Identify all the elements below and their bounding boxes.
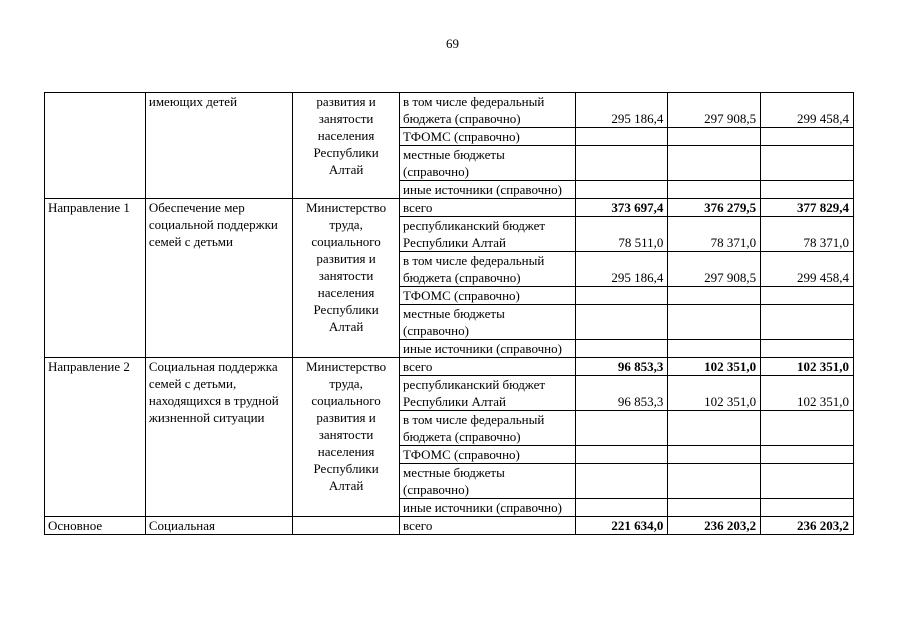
value-cell-2: 102 351,0 xyxy=(668,358,761,376)
source-label: иные источники (справочно) xyxy=(400,499,576,517)
row-name: имеющих детей xyxy=(145,93,292,199)
value-cell-3 xyxy=(761,340,854,358)
value-cell-3 xyxy=(761,499,854,517)
value-cell-1 xyxy=(575,464,668,499)
value-cell-3: 102 351,0 xyxy=(761,376,854,411)
source-label: всего xyxy=(400,517,576,535)
table-row xyxy=(45,358,854,376)
source-label: ТФОМС (справочно) xyxy=(400,446,576,464)
value-cell-3 xyxy=(761,446,854,464)
table-body xyxy=(45,93,854,535)
source-label: в том числе федеральный бюджета (справочно) xyxy=(400,252,576,287)
source-label: всего xyxy=(400,358,576,376)
value-cell-2: 236 203,2 xyxy=(668,517,761,535)
value-cell-2 xyxy=(668,181,761,199)
value-cell-3 xyxy=(761,411,854,446)
value-cell-1 xyxy=(575,287,668,305)
value-cell-3: 78 371,0 xyxy=(761,217,854,252)
value-cell-3: 299 458,4 xyxy=(761,252,854,287)
source-label: республиканский бюджет Республики Алтай xyxy=(400,217,576,252)
value-cell-1 xyxy=(575,446,668,464)
budget-table xyxy=(44,92,854,535)
value-cell-1: 96 853,3 xyxy=(575,358,668,376)
value-cell-3 xyxy=(761,287,854,305)
source-label: местные бюджеты (справочно) xyxy=(400,305,576,340)
row-responsible: Министерство труда, социального развития и занятости населения Республики Алтай xyxy=(293,358,400,517)
row-code: Основное xyxy=(45,517,146,535)
value-cell-1 xyxy=(575,128,668,146)
value-cell-1: 373 697,4 xyxy=(575,199,668,217)
value-cell-1: 96 853,3 xyxy=(575,376,668,411)
row-name: Социальная поддержка семей с детьми, находящихся в трудной жизненной ситуации xyxy=(145,358,292,517)
row-name: Обеспечение мер социальной поддержки семей с детьми xyxy=(145,199,292,358)
value-cell-1 xyxy=(575,340,668,358)
value-cell-2: 297 908,5 xyxy=(668,252,761,287)
value-cell-1: 78 511,0 xyxy=(575,217,668,252)
page-number: 69 xyxy=(446,36,459,51)
value-cell-2 xyxy=(668,287,761,305)
value-cell-2 xyxy=(668,446,761,464)
value-cell-1 xyxy=(575,305,668,340)
row-responsible: Министерство труда, социального развития и занятости населения Республики Алтай xyxy=(293,199,400,358)
table-row xyxy=(45,199,854,217)
row-responsible: развития и занятости населения Республики Алтай xyxy=(293,93,400,199)
value-cell-2: 102 351,0 xyxy=(668,376,761,411)
value-cell-3 xyxy=(761,305,854,340)
row-code: Направление 2 xyxy=(45,358,146,517)
value-cell-2 xyxy=(668,499,761,517)
source-label: иные источники (справочно) xyxy=(400,340,576,358)
source-label: в том числе федеральный бюджета (справочно) xyxy=(400,411,576,446)
source-label: местные бюджеты (справочно) xyxy=(400,464,576,499)
source-label: иные источники (справочно) xyxy=(400,181,576,199)
value-cell-2: 376 279,5 xyxy=(668,199,761,217)
value-cell-3 xyxy=(761,181,854,199)
table-row xyxy=(45,517,854,535)
value-cell-2 xyxy=(668,340,761,358)
value-cell-2 xyxy=(668,411,761,446)
value-cell-2 xyxy=(668,464,761,499)
value-cell-3: 102 351,0 xyxy=(761,358,854,376)
value-cell-3 xyxy=(761,464,854,499)
source-label: в том числе федеральный бюджета (справочно) xyxy=(400,93,576,128)
value-cell-3 xyxy=(761,128,854,146)
value-cell-3: 377 829,4 xyxy=(761,199,854,217)
value-cell-3 xyxy=(761,146,854,181)
source-label: республиканский бюджет Республики Алтай xyxy=(400,376,576,411)
value-cell-1 xyxy=(575,499,668,517)
source-label: ТФОМС (справочно) xyxy=(400,128,576,146)
row-code xyxy=(45,93,146,199)
value-cell-2 xyxy=(668,146,761,181)
value-cell-1 xyxy=(575,146,668,181)
value-cell-1: 295 186,4 xyxy=(575,252,668,287)
source-label: местные бюджеты (справочно) xyxy=(400,146,576,181)
row-code: Направление 1 xyxy=(45,199,146,358)
value-cell-1 xyxy=(575,411,668,446)
value-cell-3: 236 203,2 xyxy=(761,517,854,535)
value-cell-2: 78 371,0 xyxy=(668,217,761,252)
table-row xyxy=(45,93,854,128)
value-cell-2 xyxy=(668,128,761,146)
row-name: Социальная xyxy=(145,517,292,535)
value-cell-1: 295 186,4 xyxy=(575,93,668,128)
value-cell-2: 297 908,5 xyxy=(668,93,761,128)
value-cell-1: 221 634,0 xyxy=(575,517,668,535)
value-cell-1 xyxy=(575,181,668,199)
source-label: всего xyxy=(400,199,576,217)
source-label: ТФОМС (справочно) xyxy=(400,287,576,305)
row-responsible xyxy=(293,517,400,535)
value-cell-3: 299 458,4 xyxy=(761,93,854,128)
value-cell-2 xyxy=(668,305,761,340)
